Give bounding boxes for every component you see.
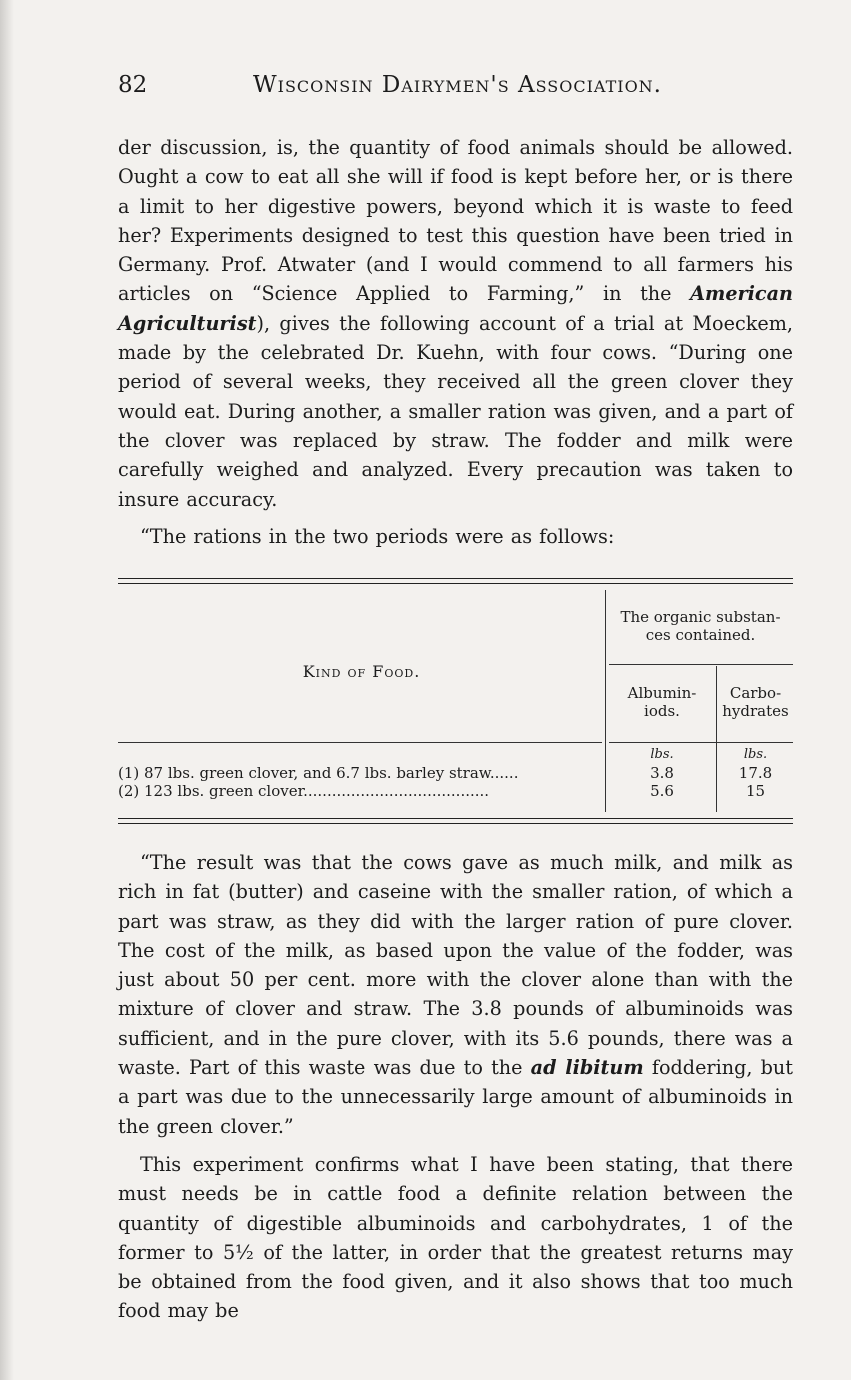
table-row-label: (1) 87 lbs. green clover, and 6.7 lbs. barley straw...... <box>118 764 519 782</box>
table-divider-sub <box>716 666 717 812</box>
table-top-rule <box>118 578 793 584</box>
paragraph-2: “The rations in the two periods were as follows: <box>140 525 615 548</box>
kind-of-food-header: Kind of Food. <box>302 662 421 681</box>
paragraph-4: This experiment confirms what I have been stating, that there must needs be in cattle food a definite relation between the quantity of digestible albuminoids and carbohydrates, 1 of the former to 5½ of the latter, in order that the greatest returns may be obtained from the food given, and it also shows that too much food may be <box>118 1153 793 1323</box>
paragraph-3 <box>118 848 793 1141</box>
running-head: Wisconsin Dairymen's Association. <box>253 72 662 98</box>
table-bottom-rule <box>118 818 793 824</box>
kind-header-rule <box>118 742 602 743</box>
carbohydrates-header: Carbo- hydrates <box>722 684 789 720</box>
paragraph-3-text-b: foddering, but a part was due to the unnecessarily large amount of albuminoids in the green clover.” <box>118 1056 794 1138</box>
albuminoids-header: Albumin- iods. <box>627 684 697 720</box>
col-header-rule <box>609 742 793 743</box>
table-row-label: (2) 123 lbs. green clover....................................... <box>118 782 490 800</box>
page-header <box>118 72 793 106</box>
table-row-albuminoids: 5.6 <box>650 782 674 800</box>
paragraph-1-text-b: ), gives the following account of a trial at Moeckem, made by the celebrated Dr. Kuehn, with four cows. “During one period of several weeks, they received all the green clover they would eat. During another, a smaller ration was given, and a part of the clover was replaced by straw. The fodder and milk were carefully weighed and analyzed. Every precaution was taken to insure accuracy. <box>118 311 793 511</box>
paragraph-3-text-a: “The result was that the cows gave as much milk, and milk as rich in fat (butter) and caseine with the smaller ration, of which a part was straw, as they did with the larger ration of pure clover. The cost of the milk, as based upon the value of the fodder, was just about 50 per cent. more with the clover alone than with the mixture of clover and straw. The 3.8 pounds of albuminoids was sufficient, and in the pure clover, with its 5.6 pounds, there was a waste. Part of this waste was due to the <box>118 851 793 1080</box>
table-row-carbohydrates: 17.8 <box>738 764 773 782</box>
latin-phrase: ad libitum <box>530 1056 644 1080</box>
carbohydrates-unit: lbs. <box>743 747 768 762</box>
ration-table <box>118 578 793 828</box>
table-divider-main <box>605 590 606 812</box>
organic-substances-header: The organic substan- ces contained. <box>620 608 781 644</box>
table-row-carbohydrates: 15 <box>745 782 766 800</box>
journal-title: American Agriculturist <box>118 282 793 335</box>
albuminoids-unit: lbs. <box>650 747 674 762</box>
paragraph-1 <box>118 133 793 514</box>
paragraph-1-text-a: der discussion, is, the quantity of food animals should be allowed. Ought a cow to eat all she will if food is kept before her, or is there a limit to her digestive powers, beyond which it is waste to feed her? Experiments designed to test this question have been tried in Germany. Prof. Atwater (and I would commend to all farmers his articles on “Science Applied to Farming,” in the <box>118 136 793 306</box>
page-gutter-shadow <box>0 0 14 1380</box>
table-row-albuminoids: 3.8 <box>650 764 674 782</box>
page-number: 82 <box>118 72 148 98</box>
group-header-rule <box>609 664 793 665</box>
